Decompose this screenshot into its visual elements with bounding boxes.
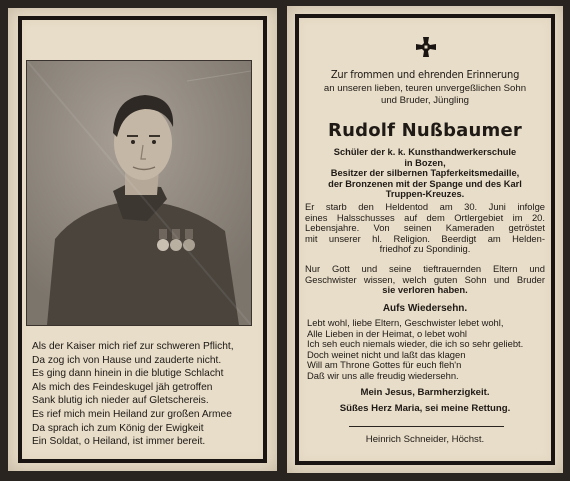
title-line: Besitzer der silbernen Tapferkeitsmedaille, <box>330 168 520 179</box>
iron-cross-icon <box>415 36 437 58</box>
parents-line: Nur Gott und seine tieftrauernden Eltern und <box>305 263 545 274</box>
death-line: Lebensjahre. Von seinen Kameraden getröstet <box>305 222 545 234</box>
title-line: der Bronzenen mit der Spange und des Karl <box>328 178 522 189</box>
poem-line: Als mich des Feindeskugel jäh getroffen <box>32 381 213 393</box>
poem-line: Da zog ich von Hause und zauderte nicht. <box>32 354 222 366</box>
memory-dedication <box>301 83 549 106</box>
soldier-portrait-photo <box>26 60 252 326</box>
parents-line: sie verloren haben. <box>382 284 468 296</box>
title-line: in Bozen, <box>404 157 446 168</box>
farewell-verse <box>307 318 547 381</box>
farewell-line: Will am Throne Gottes für euch fleh'n <box>307 359 462 370</box>
death-line: friedhof zu Spondinig. <box>379 243 471 255</box>
poem-line: Sank blutig ich nieder auf Gletschereis. <box>32 395 209 407</box>
poem-line: Da sprach ich zum König der Ewigkeit <box>32 422 204 434</box>
death-line: Er starb den Heldentod am 30. Juni infolge <box>305 201 545 212</box>
farewell-line: Lebt wohl, liebe Eltern, Geschwister lebet wohl, <box>307 317 504 328</box>
prayer-jesus: Mein Jesus, Barmherzigkeit. <box>360 387 490 398</box>
poem-line: Als der Kaiser mich rief zur schweren Pflicht, <box>32 341 234 352</box>
divider-line <box>349 426 504 427</box>
right-card <box>287 6 563 473</box>
farewell-line: Doch weinet nicht und laßt das klagen <box>307 348 466 360</box>
dedication-line: und Bruder, Jüngling <box>380 94 469 106</box>
death-notice <box>305 202 545 255</box>
left-card <box>8 8 277 471</box>
printer-credit: Heinrich Schneider, Höchst. <box>365 434 485 445</box>
prayer-maria: Süßes Herz Maria, sei meine Rettung. <box>339 403 511 414</box>
title-line: Schüler der k. k. Kunsthandwerkerschule <box>333 147 517 157</box>
title-line: Truppen-Kreuzes. <box>385 189 465 200</box>
parents-notice <box>305 264 545 296</box>
farewell-line: Daß wir uns alle freudig wiedersehn. <box>307 369 459 381</box>
poem-line: Es rief mich mein Heiland zur großen Armee <box>32 408 232 420</box>
death-line: eines Halsschusses auf dem Ortlergebiet im 20. <box>305 211 545 223</box>
dedication-line: an unseren lieben, teuren unvergeßlichen Sohn <box>323 83 527 94</box>
memorial-heading: Zur frommen und ehrenden Erinnerung <box>330 68 520 81</box>
parents-line: Geschwister wissen, welch guten Sohn und Bruder <box>305 273 545 285</box>
poem-line: Ein Soldat, o Heiland, ist immer bereit. <box>32 436 206 448</box>
memorial-poem <box>32 340 262 449</box>
farewell-line: Ich seh euch niemals wieder, die ich so sehr geliebt. <box>307 338 524 349</box>
farewell-line: Alle Lieben in der Heimat, o lebet wohl <box>307 327 467 339</box>
farewell-heading: Aufs Wiedersehn. <box>382 303 468 314</box>
deceased-name: Rudolf Nußbaumer <box>328 120 522 141</box>
poem-line: Es ging dann hinein in die blutige Schlacht <box>32 368 224 380</box>
death-line: mit unserer hl. Religion. Beerdigt am Helden- <box>305 232 545 244</box>
deceased-titles <box>301 147 549 200</box>
